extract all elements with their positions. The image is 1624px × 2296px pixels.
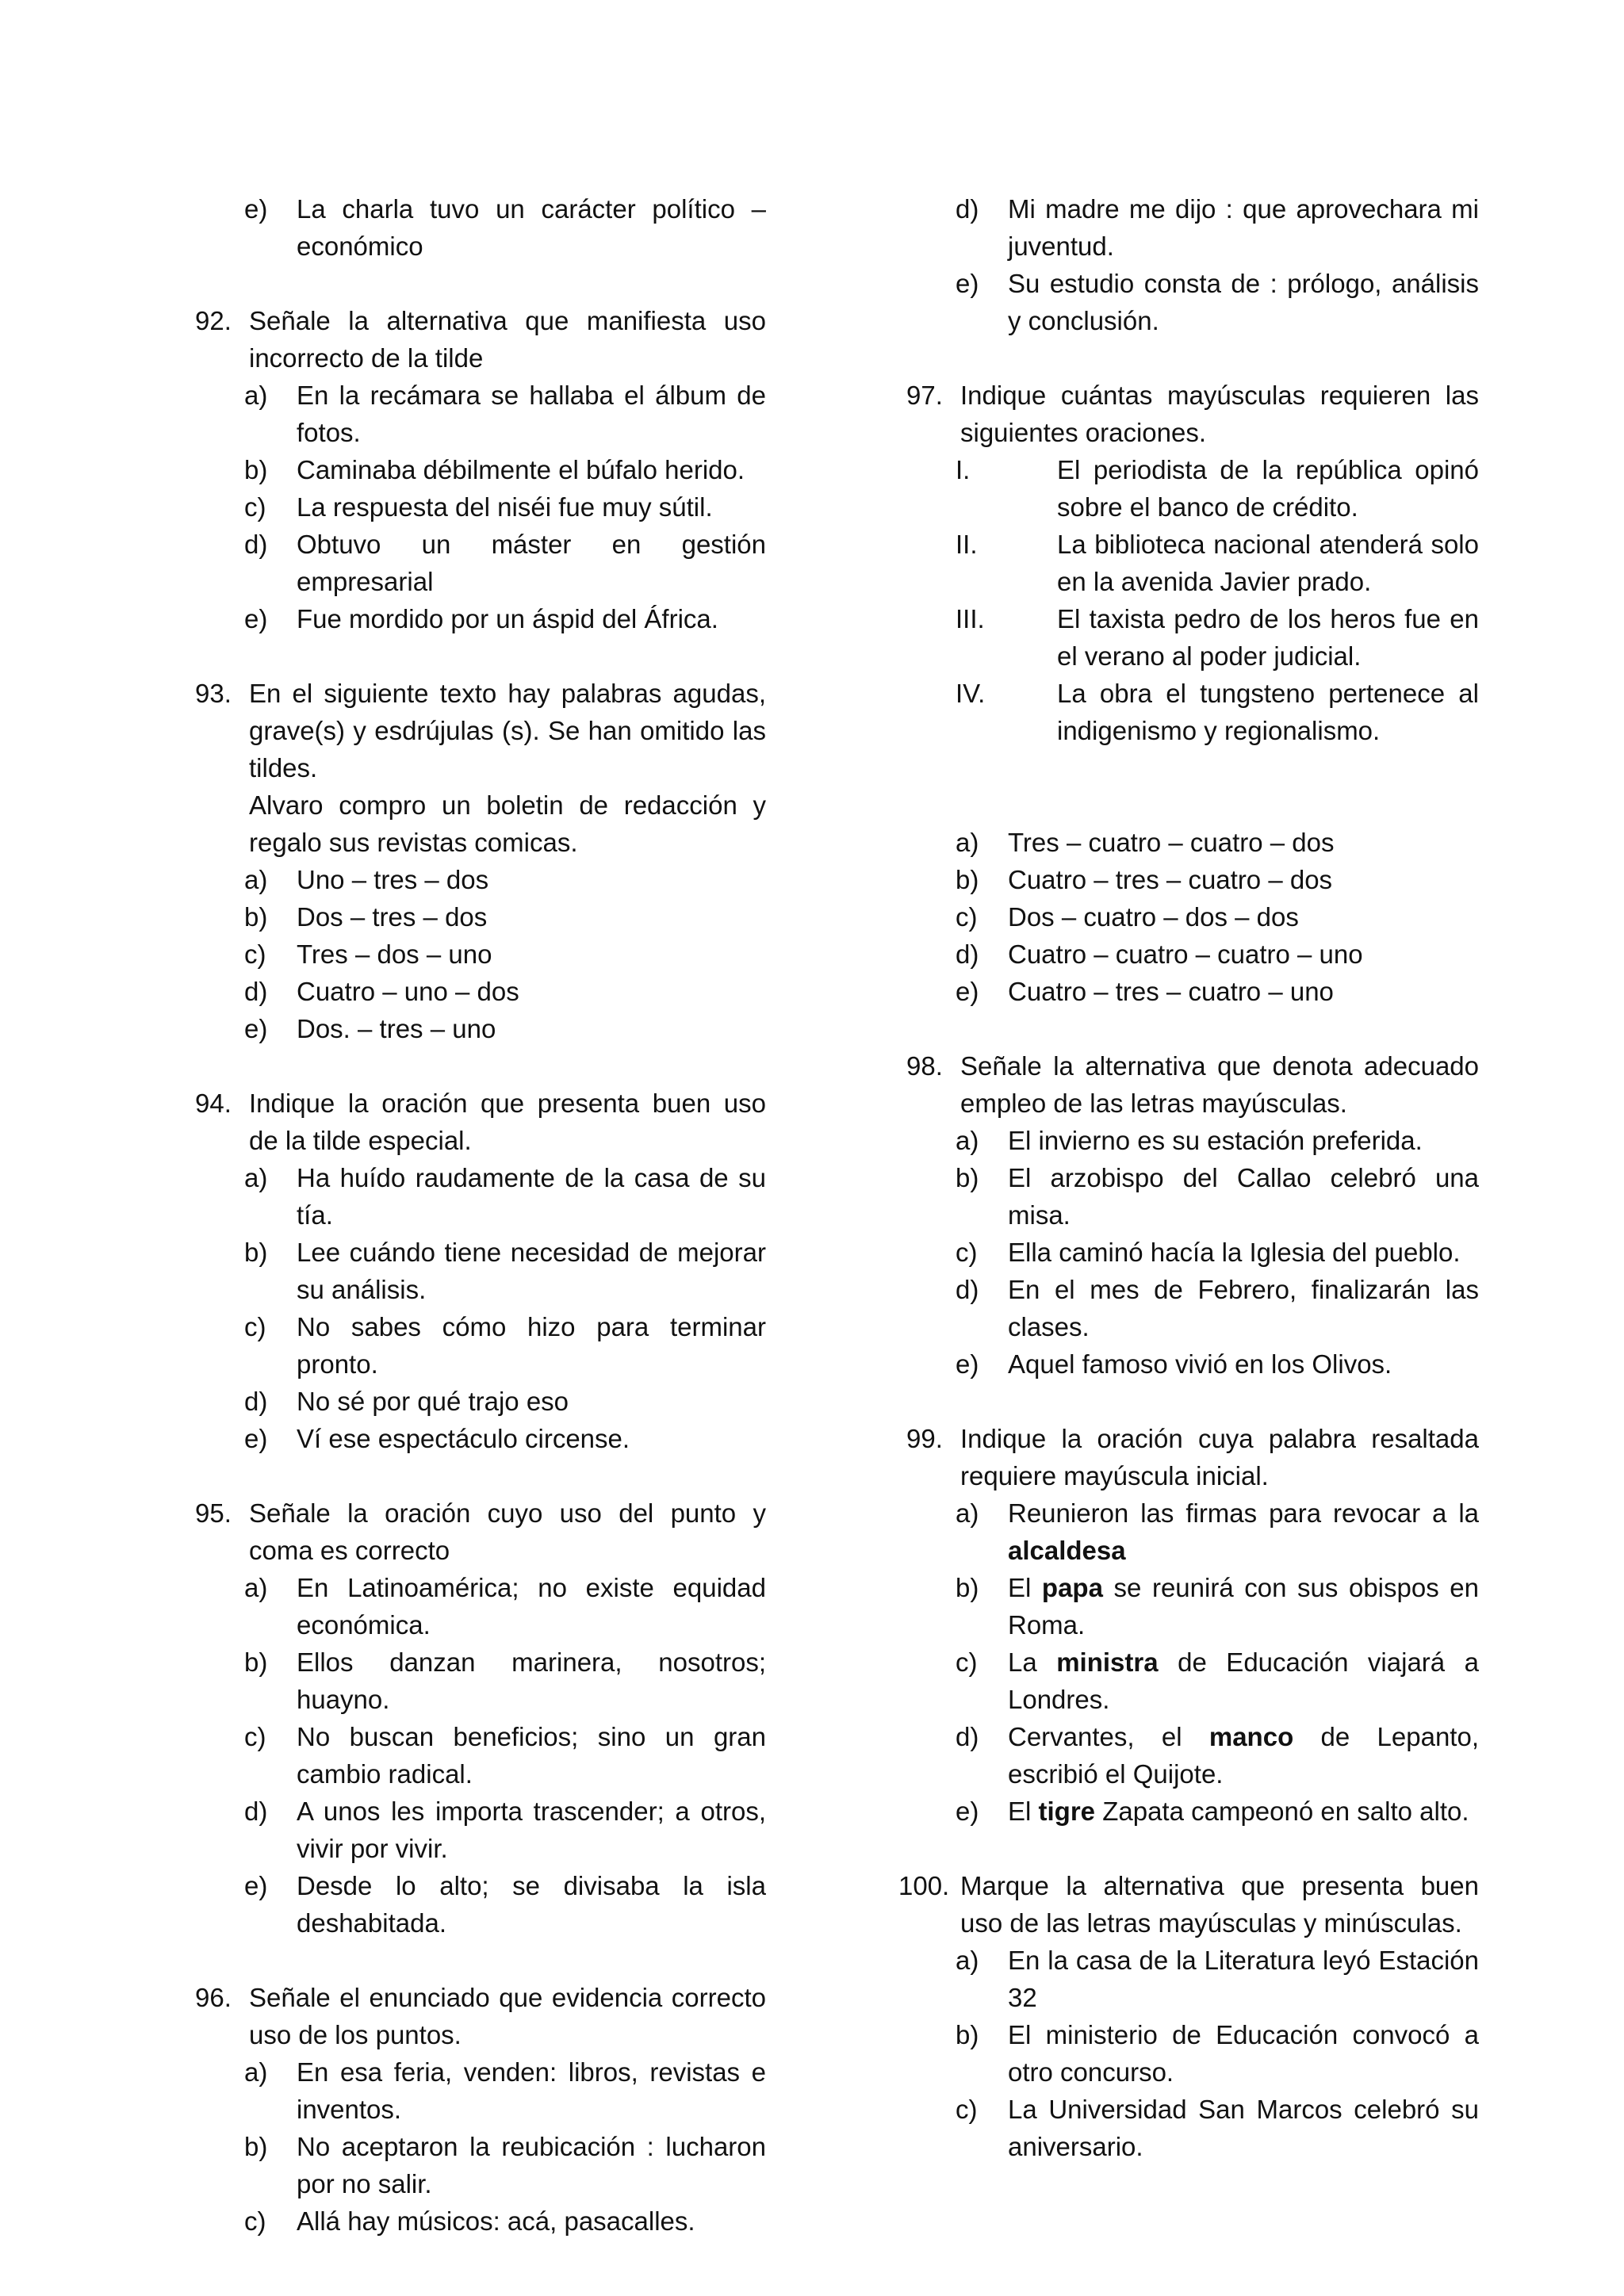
question-99 [906, 1420, 1479, 1830]
highlighted-word: alcaldesa [1008, 1536, 1126, 1565]
question-94 [195, 1085, 766, 1457]
question-97-options [906, 824, 1479, 1010]
question-99-options [906, 1494, 1479, 1830]
option-95-e: e) Desde lo alto; se divisaba la isla deshabitada. [244, 1871, 766, 1938]
option-91-e: e) La charla tuvo un carácter político – económico [244, 194, 766, 261]
option-92-c: c) La respuesta del niséi fue muy sútil. [244, 492, 713, 522]
question-98-stem: 98. Señale la alternativa que denota adecuado empleo de las letras mayúsculas. [906, 1051, 1479, 1118]
option-100-b: b) El ministerio de Educación convocó a otro concurso. [956, 2020, 1479, 2087]
question-100-stem: 100. Marque la alternativa que presenta buen uso de las letras mayúsculas y minúsculas. [898, 1871, 1479, 1938]
option-95-d: d) A unos les importa trascender; a otros, vivir por vivir. [244, 1797, 766, 1863]
question-93-text: Alvaro compro un boletin de redacción y regalo sus revistas comicas. [249, 790, 766, 857]
question-96 [195, 1979, 766, 2240]
question-97-sentences [906, 451, 1479, 749]
option-93-a: a) Uno – tres – dos [244, 865, 489, 894]
option-97-a: a) Tres – cuatro – cuatro – dos [956, 828, 1335, 857]
option-95-b: b) Ellos danzan marinera, nosotros; huayno. [244, 1647, 766, 1714]
question-95-stem: 95. Señale la oración cuyo uso del punto y coma es correcto [195, 1498, 766, 1565]
highlighted-word: manco [1208, 1722, 1294, 1751]
option-92-d: d) Obtuvo un máster en gestión empresarial [244, 530, 766, 596]
sentence-97-iii: III. El taxista pedro de los heros fue en el verano al poder judicial. [956, 604, 1479, 671]
option-94-a: a) Ha huído raudamente de la casa de su tía. [244, 1163, 766, 1230]
left-column [195, 190, 766, 2240]
option-96-d: d) Mi madre me dijo : que aprovechara mi juventud. [956, 194, 1479, 261]
question-99-stem: 99. Indique la oración cuya palabra resaltada requiere mayúscula inicial. [906, 1424, 1479, 1490]
option-98-e: e) Aquel famoso vivió en los Olivos. [956, 1349, 1392, 1379]
option-95-a: a) En Latinoamérica; no existe equidad económica. [244, 1573, 766, 1640]
highlighted-word: tigre [1038, 1797, 1096, 1826]
option-98-b: b) El arzobispo del Callao celebró una misa. [956, 1163, 1479, 1230]
question-96-options [195, 2053, 766, 2240]
option-97-c: c) Dos – cuatro – dos – dos [956, 902, 1299, 932]
sentence-97-ii: II. La biblioteca nacional atenderá solo en la avenida Javier prado. [956, 530, 1479, 596]
option-98-c: c) Ella caminó hacía la Iglesia del pueblo. [956, 1238, 1461, 1267]
sentence-97-i: I. El periodista de la república opinó sobre el banco de crédito. [956, 455, 1479, 522]
question-93 [195, 675, 766, 1047]
option-93-d: d) Cuatro – uno – dos [244, 977, 519, 1006]
question-92-stem: 92. Señale la alternativa que manifiesta uso incorrecto de la tilde [195, 306, 766, 373]
question-97-stem: 97. Indique cuántas mayúsculas requieren las siguientes oraciones. [906, 381, 1479, 447]
option-96-e: e) Su estudio consta de : prólogo, análisis y conclusión. [956, 269, 1479, 335]
option-92-a: a) En la recámara se hallaba el álbum de fotos. [244, 381, 766, 447]
option-94-d: d) No sé por qué trajo eso [244, 1387, 569, 1416]
question-95 [195, 1494, 766, 1942]
highlighted-word: ministra [1056, 1647, 1159, 1677]
highlighted-word: papa [1041, 1573, 1103, 1602]
option-97-b: b) Cuatro – tres – cuatro – dos [956, 865, 1333, 894]
option-93-c: c) Tres – dos – uno [244, 939, 492, 969]
option-96-c: c) Allá hay músicos: acá, pasacalles. [244, 2206, 695, 2236]
question-94-options [195, 1159, 766, 1457]
option-100-c: c) La Universidad San Marcos celebró su aniversario. [956, 2095, 1479, 2161]
option-96-a: a) En esa feria, venden: libros, revistas e inventos. [244, 2057, 766, 2124]
option-92-b: b) Caminaba débilmente el búfalo herido. [244, 455, 745, 484]
option-100-a: a) En la casa de la Literatura leyó Estación 32 [956, 1946, 1479, 2012]
question-95-options [195, 1569, 766, 1942]
option-99-c: c) La ministra de Educación viajará a Londres. [956, 1647, 1479, 1714]
option-95-c: c) No buscan beneficios; sino un gran cambio radical. [244, 1722, 766, 1789]
question-94-stem: 94. Indique la oración que presenta buen uso de la tilde especial. [195, 1089, 766, 1155]
question-92-options [195, 377, 766, 637]
question-92 [195, 302, 766, 637]
question-91-tail [195, 190, 766, 265]
question-100-options [906, 1942, 1479, 2165]
option-94-e: e) Ví ese espectáculo circense. [244, 1424, 630, 1453]
sentence-97-iv: IV. La obra el tungsteno pertenece al indigenismo y regionalismo. [956, 679, 1479, 745]
right-column [898, 190, 1479, 2165]
option-98-a: a) El invierno es su estación preferida. [956, 1126, 1423, 1155]
option-94-b: b) Lee cuándo tiene necesidad de mejorar su análisis. [244, 1238, 766, 1304]
option-97-d: d) Cuatro – cuatro – cuatro – uno [956, 939, 1363, 969]
option-99-e: e) El tigre Zapata campeonó en salto alto. [956, 1797, 1469, 1826]
option-96-b: b) No aceptaron la reubicación : lucharon por no salir. [244, 2132, 766, 2198]
question-98 [906, 1047, 1479, 1383]
option-97-e: e) Cuatro – tres – cuatro – uno [956, 977, 1334, 1006]
option-92-e: e) Fue mordido por un áspid del África. [244, 604, 718, 633]
option-93-e: e) Dos. – tres – uno [244, 1014, 496, 1043]
option-99-b: b) El papa se reunirá con sus obispos en Roma. [956, 1573, 1479, 1640]
option-99-a: a) Reunieron las firmas para revocar a la alcaldesa [956, 1498, 1479, 1565]
question-93-options [195, 861, 766, 1047]
question-93-stem: 93. En el siguiente texto hay palabras agudas, grave(s) y esdrújulas (s). Se han omitido las tildes. Alvaro compro un boletin de redacción y regalo sus revistas comicas. [195, 675, 766, 861]
option-98-d: d) En el mes de Febrero, finalizarán las clases. [956, 1275, 1479, 1341]
option-99-d: d) Cervantes, el manco de Lepanto, escribió el Quijote. [956, 1722, 1479, 1789]
question-96-stem: 96. Señale el enunciado que evidencia correcto uso de los puntos. [195, 1983, 766, 2049]
option-94-c: c) No sabes cómo hizo para terminar pronto. [244, 1312, 766, 1379]
question-96-tail [906, 190, 1479, 339]
question-100 [898, 1867, 1479, 2165]
question-98-options [906, 1122, 1479, 1383]
question-97 [906, 377, 1479, 1010]
option-93-b: b) Dos – tres – dos [244, 902, 488, 932]
